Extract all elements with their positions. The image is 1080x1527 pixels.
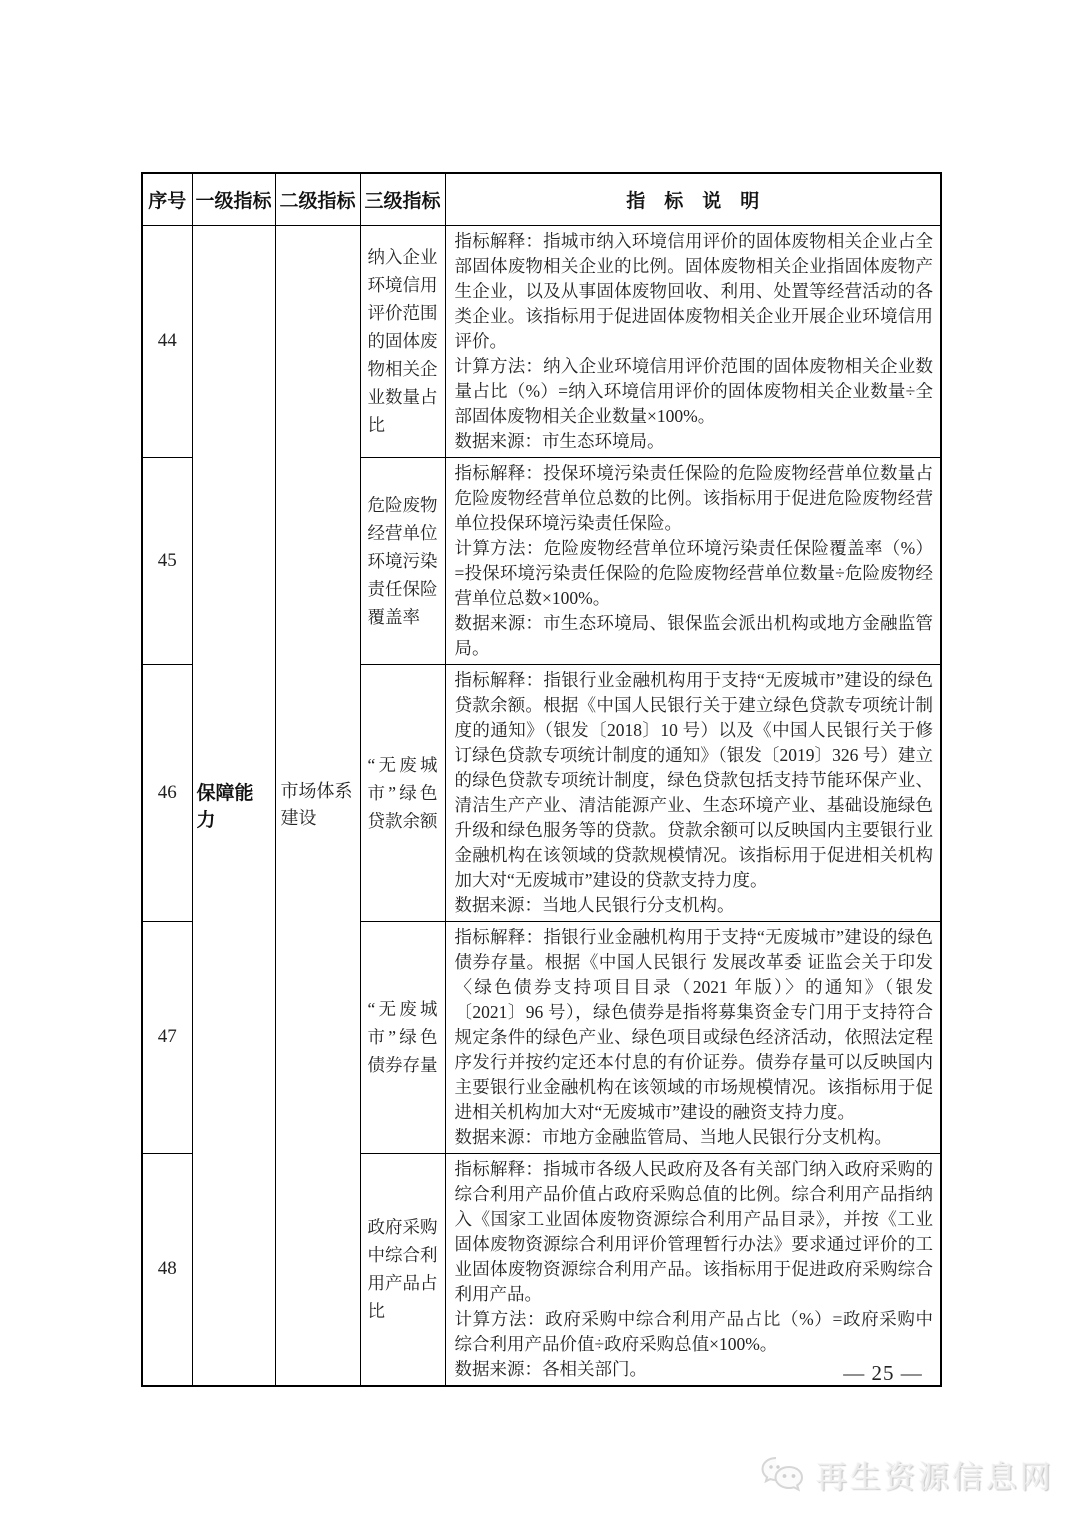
- row-serial-number: 46: [142, 664, 192, 921]
- description-paragraph: 计算方法：纳入企业环境信用评价范围的固体废物相关企业数量占比（%）=纳入环境信用评价的固体废物相关企业数量÷全部固体废物相关企业数量×100%。: [454, 355, 933, 426]
- table-row: [142, 225, 941, 457]
- watermark: [760, 1452, 1054, 1497]
- wechat-chat-bubbles-icon: [760, 1455, 806, 1495]
- indicator-description-cell: [445, 921, 941, 1153]
- level2-indicator-cell: 市场体系建设: [275, 225, 360, 1386]
- level3-indicator-cell: “无废城市”绿色债券存量: [360, 921, 445, 1153]
- row-serial-number: 48: [142, 1153, 192, 1386]
- header-level3-indicator: 三级指标: [360, 173, 445, 225]
- header-description: 指 标 说 明: [445, 173, 941, 225]
- page-number: — 25 —: [843, 1361, 923, 1385]
- description-paragraph: 计算方法：政府采购中综合利用产品占比（%）=政府采购中综合利用产品价值÷政府采购总值×100%。: [454, 1308, 933, 1354]
- level3-indicator-cell: 危险废物经营单位环境污染责任保险覆盖率: [360, 457, 445, 664]
- table-header-row: [142, 173, 941, 225]
- row-serial-number: 45: [142, 457, 192, 664]
- description-paragraph: 指标解释：指银行业金融机构用于支持“无废城市”建设的绿色债券存量。根据《中国人民银行 发展改革委 证监会关于印发〈绿色债券支持项目目录（2021 年版）〉的通知》（银发〔2021〕96 号），绿色债券是指将募集资金专门用于支持符合规定条件的绿色产业、绿色项目或绿色经济活动，依照法定程序发行并按约定还本付息的有价证券。债券存量可以反映国内主要银行业金融机构在该领域的市场规模情况。该指标用于促进相关机构加大对“无废城市”建设的融资支持力度。: [454, 926, 933, 1122]
- description-paragraph: 数据来源：市地方金融监管局、当地人民银行分支机构。: [454, 1126, 892, 1147]
- header-level2-indicator: 二级指标: [275, 173, 360, 225]
- description-paragraph: 数据来源：市生态环境局、银保监会派出机构或地方金融监管局。: [454, 612, 933, 658]
- indicator-description-cell: [445, 1153, 941, 1386]
- level1-indicator-cell: 保障能力: [192, 225, 275, 1386]
- description-paragraph: 指标解释：指城市各级人民政府及各有关部门纳入政府采购的综合利用产品价值占政府采购总值的比例。综合利用产品指纳入《国家工业固体废物资源综合利用产品目录》，并按《工业固体废物资源综合利用评价管理暂行办法》要求通过评价的工业固体废物资源综合利用产品。该指标用于促进政府采购综合利用产品。: [454, 1158, 933, 1304]
- description-paragraph: 计算方法：危险废物经营单位环境污染责任保险覆盖率（%）=投保环境污染责任保险的危险废物经营单位数量÷危险废物经营单位总数×100%。: [454, 537, 933, 608]
- level3-indicator-cell: “无废城市”绿色贷款余额: [360, 664, 445, 921]
- watermark-text: 再生资源信息网: [816, 1460, 1054, 1495]
- row-serial-number: 47: [142, 921, 192, 1153]
- level3-indicator-cell: 纳入企业环境信用评价范围的固体废物相关企业数量占比: [360, 225, 445, 457]
- description-paragraph: 数据来源：当地人民银行分支机构。: [454, 894, 735, 915]
- header-level1-indicator: 一级指标: [192, 173, 275, 225]
- indicator-description-cell: [445, 664, 941, 921]
- description-paragraph: 数据来源：市生态环境局。: [454, 430, 665, 451]
- description-paragraph: 数据来源：各相关部门。: [454, 1358, 647, 1379]
- description-paragraph: 指标解释：指城市纳入环境信用评价的固体废物相关企业占全部固体废物相关企业的比例。固体废物相关企业指固体废物产生企业，以及从事固体废物回收、利用、处置等经营活动的各类企业。该指标用于促进固体废物相关企业开展企业环境信用评价。: [454, 230, 933, 351]
- row-serial-number: 44: [142, 225, 192, 457]
- description-paragraph: 指标解释：指银行业金融机构用于支持“无废城市”建设的绿色贷款余额。根据《中国人民银行关于建立绿色贷款专项统计制度的通知》（银发〔2018〕10 号）以及《中国人民银行关于修订绿色贷款专项统计制度的通知》（银发〔2019〕326 号）建立的绿色贷款专项统计制度，绿色贷款包括支持节能环保产业、清洁生产产业、清洁能源产业、生态环境产业、基础设施绿色升级和绿色服务等的贷款。贷款余额可以反映国内主要银行业金融机构在该领域的贷款规模情况。该指标用于促进相关机构加大对“无废城市”建设的贷款支持力度。: [454, 669, 933, 890]
- indicator-table: [141, 172, 942, 1387]
- level3-indicator-cell: 政府采购中综合利用产品占比: [360, 1153, 445, 1386]
- header-serial: 序号: [142, 173, 192, 225]
- indicator-description-cell: [445, 457, 941, 664]
- indicator-description-cell: [445, 225, 941, 457]
- description-paragraph: 指标解释：投保环境污染责任保险的危险废物经营单位数量占危险废物经营单位总数的比例。该指标用于促进危险废物经营单位投保环境污染责任保险。: [454, 462, 933, 533]
